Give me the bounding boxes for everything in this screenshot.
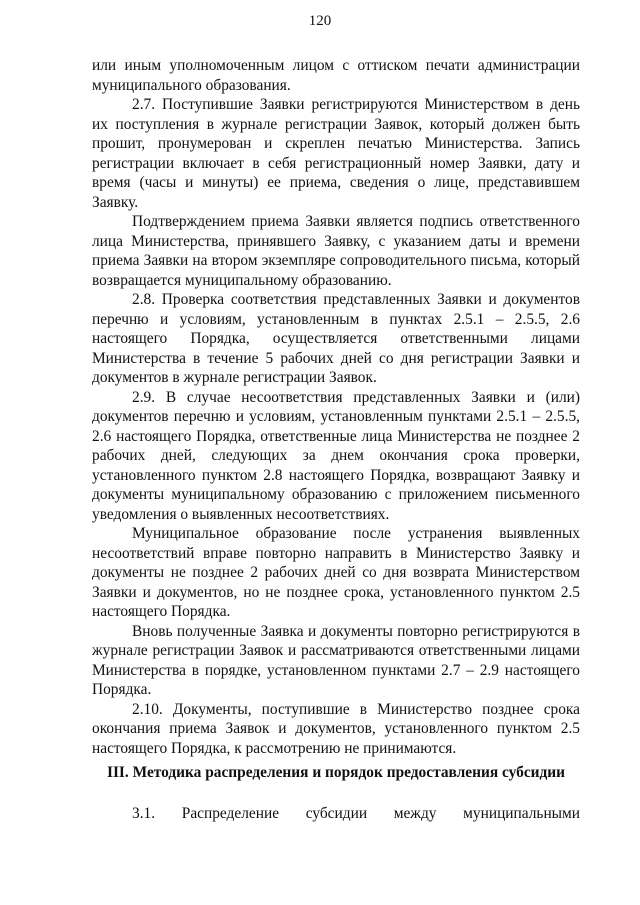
paragraph-2-9: 2.9. В случае несоответствия представленных Заявки и (или) документов перечню и условиям, установленным пунктами 2.5.1 – 2.5.5, 2.6 настоящего Порядка, ответственные лица Министерства не позднее 2 рабочих дней, следующих за днем окончания срока проверки, установленного пунктом 2.8 настоящего Порядка, возвращают Заявку и документы муниципальному образованию с приложением письменного уведомления о выявленных несоответствиях. <box>92 388 580 523</box>
paragraph-reregistration: Вновь полученные Заявка и документы повторно регистрируются в журнале регистрации Заявок и рассматриваются ответственными лицами Министерства в порядке, установленном пунктами 2.7 – 2.9 настоящего Порядка. <box>92 622 580 698</box>
paragraph-2-10: 2.10. Документы, поступившие в Министерство позднее срока окончания приема Заявок и документов, установленного пунктом 2.5 настоящего Порядка, к рассмотрению не принимаются. <box>92 700 580 757</box>
paragraph-2-7: 2.7. Поступившие Заявки регистрируются Министерством в день их поступления в журнале регистрации Заявок, который должен быть прошит, пронумерован и скреплен печатью Министерства. Запись регистрации включает в себя регистрационный номер Заявки, дату и время (часы и минуты) ее приема, сведения о лице, представившем Заявку. <box>92 96 580 211</box>
paragraph-3-1: 3.1. Распределение субсидии между муниципальными <box>132 805 580 822</box>
paragraph-2-8: 2.8. Проверка соответствия представленных Заявки и документов перечню и условиям, установленным в пунктах 2.5.1 – 2.5.5, 2.6 настоящего Порядка, осуществляется ответственными лицами Министерства в течение 5 рабочих дней со дня регистрации Заявки и документов в журнале регистрации Заявок. <box>92 291 580 386</box>
paragraph-continuation: или иным уполномоченным лицом с оттиском печати администрации муниципального образования. <box>92 57 580 94</box>
paragraph-resubmission: Муниципальное образование после устранения выявленных несоответствий вправе повторно направить в Министерство Заявку и документы не позднее 2 рабочих дней со дня возврата Министерством Заявки и документов, но не позднее срока, установленного пунктом 2.5 настоящего Порядка. <box>92 525 580 620</box>
body-text <box>92 56 580 758</box>
section-heading: III. Методика распределения и порядок предоставления субсидии <box>106 764 566 781</box>
page-number: 120 <box>308 13 332 29</box>
paragraph-confirmation: Подтверждением приема Заявки является подпись ответственного лица Министерства, принявшего Заявку, с указанием даты и времени приема Заявки на втором экземпляре сопроводительного письма, который возвращается муниципальному образованию. <box>92 213 580 289</box>
